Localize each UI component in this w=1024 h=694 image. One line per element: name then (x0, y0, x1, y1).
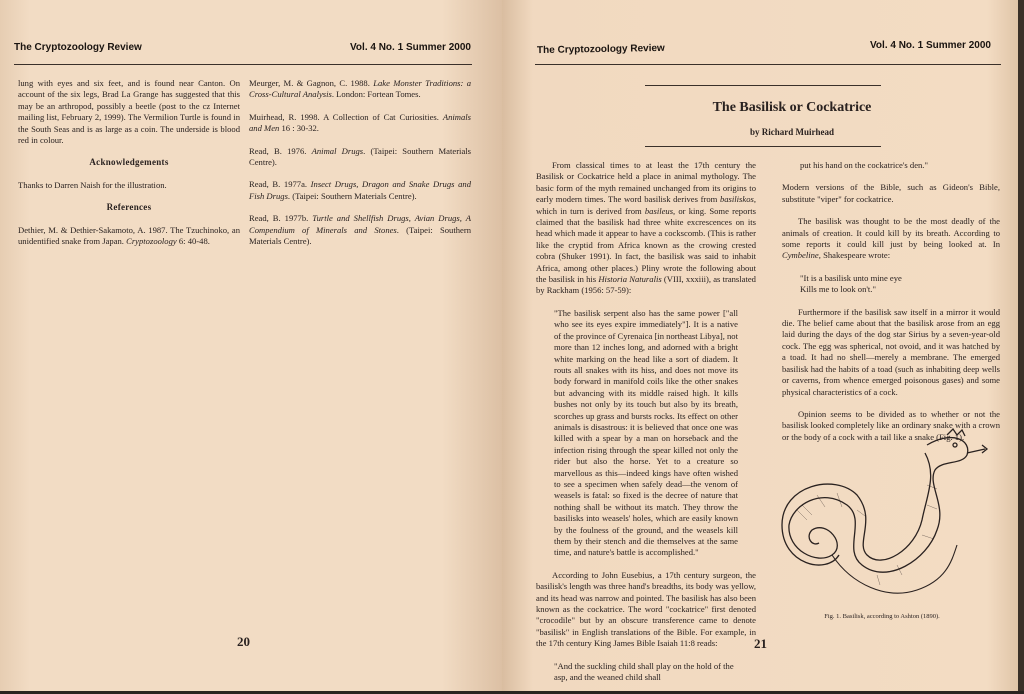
ref-text: . (Taipei: Southern Materials Centre). (249, 224, 472, 247)
ref-text: Read, B. 1976. (249, 145, 312, 156)
figure-caption: Fig. 1. Basilisk, according to Ashton (1890). (824, 613, 940, 620)
paragraph: According to John Eusebius, a 17th century surgeon, the basilisk's length was three hand's breadths, its body was yellow, and its head was narrow and pointed. The basilisk has also been known as the cockatrice. The word "cockatrice" first denoted "crocodile" but by an obscure transference came to denote "basilisk" in English translations of the Bible. For example, in the 17th century King James Bible Isaiah 11:8 reads: (536, 569, 756, 649)
issue-info: Vol. 4 No. 1 Summer 2000 (350, 42, 471, 53)
reference-item (249, 78, 471, 101)
issue-info: Vol. 4 No. 1 Summer 2000 (870, 40, 991, 51)
verse-quote (782, 273, 1000, 296)
title-rule-bottom (645, 146, 881, 147)
text: The basilisk was thought to be the most deadly of the animals of creation. It could kill by its breath. According to some reports it could kill just by being looked at. In (782, 216, 1000, 250)
paragraph: Furthermore if the basilisk saw itself in a mirror it would die. The belief came about that the basilisk arose from an egg laid during the days of the dog star Sirius by a seven-year-old cock. The egg was spherical, not ovoid, and it was hatched by a toad. It had no shell—merely a membrane. The emerged basilisk had the habits of a toad (such as inhabiting deep wells or caverns, from whence emerged poisonous gases) and some physical characteristics of a cock. (782, 306, 1000, 397)
reference-item (249, 112, 471, 135)
header-rule (535, 64, 1001, 65)
ref-title: Turtle and Shellfish Drugs, Avian Drugs, A Compendium of Minerals and Stones (249, 213, 472, 235)
references-heading: References (106, 202, 152, 213)
ref-text: . (Taipei: Southern Materials Centre). (287, 190, 417, 201)
verse-line: "It is a basilisk unto mine eye (800, 272, 902, 283)
paragraph (782, 216, 1000, 262)
basilisk-illustration (777, 425, 992, 615)
block-quote: "The basilisk serpent also has the same power ["all who see its eyes expire immediately"]. It is a native of the province of Cyrenaica [in northeast Libya], not more than 12 inches long, and adorned with a bright white marking on the head like a sort of diadem. It routs all snakes with its hiss, and does not move its body forward in manifold coils like the other snakes but advancing with its middle raised high. It kills bushes not only by its touch but also by its breath, scorches up grass and bursts rocks. Its effect on other animals is disastrous: it is believed that once one was killed with a spear by a man on horseback and the infection rising through the spear killed not only the rider but also the horse. Yet to a creature so marvellous as this—indeed kings have often wished to see a specimen when safely dead—the venom of weasels is fatal: so fixed is the decree of nature that nothing shall be without its match. They throw the basilisks into weasels' holes, which are easily known by the foulness of the ground, and the weasels kill them by their stench and die themselves at the same time, and nature's battle is accomplished." (554, 307, 738, 558)
verse-line: Kills me to look on't." (800, 284, 876, 295)
block-quote: "And the suckling child shall play on the hold of the asp, and the weaned child shall (554, 660, 734, 683)
right-column-2 (782, 160, 1000, 454)
reference-item (18, 225, 240, 248)
text: From classical times to at least the 17th century the Basilisk or Cockatrice held a place in animal mythology. The basic form of the myth remained unchanged from its origins to early modern times. The word basilisk derives from (536, 160, 756, 205)
text: (VIII, xxxiii), as translated by Rackham (1956: 57-59): (536, 274, 756, 296)
paragraph: Modern versions of the Bible, such as Gideon's Bible, substitute "viper" for cockatrice. (782, 182, 1000, 204)
right-column-1 (536, 160, 756, 694)
right-page (502, 0, 1024, 691)
journal-title: The Cryptozoology Review (14, 42, 142, 53)
paragraph: lung with eyes and six feet, and is found near Canton. On account of the six legs, Brad La Grange has suggested that this may be an arthropod, possibly a beetle (post to the cz Internet mailing list, February 2, 1999). The Vermilion Turtle is found in the South Seas and is as large as a coin. The underside is blood red in colour. (18, 78, 240, 146)
text: , which in turn is derived from (536, 194, 756, 216)
text: , Shakespeare wrote: (818, 250, 891, 261)
ref-text: Meurger, M. & Gagnon, C. 1988. (249, 78, 374, 88)
acknowledgements-text: Thanks to Darren Naish for the illustration. (18, 179, 167, 190)
ref-title: Animal Drugs (311, 145, 364, 156)
ref-text: . (Taipei: Southern Materials Centre). (249, 145, 471, 168)
ref-text: Dethier, M. & Dethier-Sakamoto, A. 1987. The Tzuchinoko, an unidentified snake from Japan. (18, 224, 240, 247)
left-page (0, 0, 502, 691)
ref-text: Muirhead, R. 1998. A Collection of Cat Curiosities. (249, 111, 443, 122)
text: Cymbeline (782, 250, 819, 261)
reference-item (249, 213, 471, 247)
text: Historia Naturalis (598, 274, 662, 285)
page-number: 20 (237, 634, 250, 649)
reference-item (249, 179, 471, 202)
page-number: 21 (754, 636, 767, 651)
reference-item (249, 146, 471, 169)
ref-journal: Cryptozoology (126, 236, 177, 247)
ref-text: Read, B. 1977a. (249, 179, 311, 190)
ref-text: Read, B. 1977b. (249, 213, 313, 224)
ref-text: . London: Fortean Tomes. (331, 89, 421, 100)
title-rule-top (645, 85, 881, 86)
ref-text: 16 : 30-32. (279, 123, 319, 134)
ref-title: Lake Monster Traditions: a Cross-Cultural Analysis (249, 78, 471, 100)
journal-title: The Cryptozoology Review (536, 42, 665, 57)
header-rule (14, 64, 472, 65)
ref-text: 6: 40-48. (176, 236, 210, 247)
paragraph: Opinion seems to be divided as to whether or not the basilisk looked completely like an ordinary snake with a crown or the body of a cock with a tail like a snake (Fig. 1). (782, 408, 1000, 442)
text: basileus (644, 205, 674, 216)
text: , or king. Some reports claimed that the basilisk had three white excrescences on its head which made it appear to have a cockscomb. (This is rather like the cryptid from Africa known as the crowing crested cobra (Shuker 1991). In fact, the basilisk was said to inhabit Africa, among other places.) Pliny wrote the following about the basilisk in his (536, 205, 756, 285)
block-quote: put his hand on the cockatrice's den." (800, 160, 928, 170)
acknowledgements-heading: Acknowledgements (89, 157, 169, 168)
paragraph (536, 160, 756, 297)
left-column-2 (249, 78, 471, 258)
ref-title: Animals and Men (249, 111, 471, 134)
ref-title: Insect Drugs, Dragon and Snake Drugs and Fish Drugs (249, 179, 471, 201)
article-author: by Richard Muirhead (749, 127, 834, 137)
article-title: The Basilisk or Cockatrice (712, 100, 872, 115)
text: basiliskos (719, 194, 754, 205)
left-column-1 (18, 78, 240, 258)
